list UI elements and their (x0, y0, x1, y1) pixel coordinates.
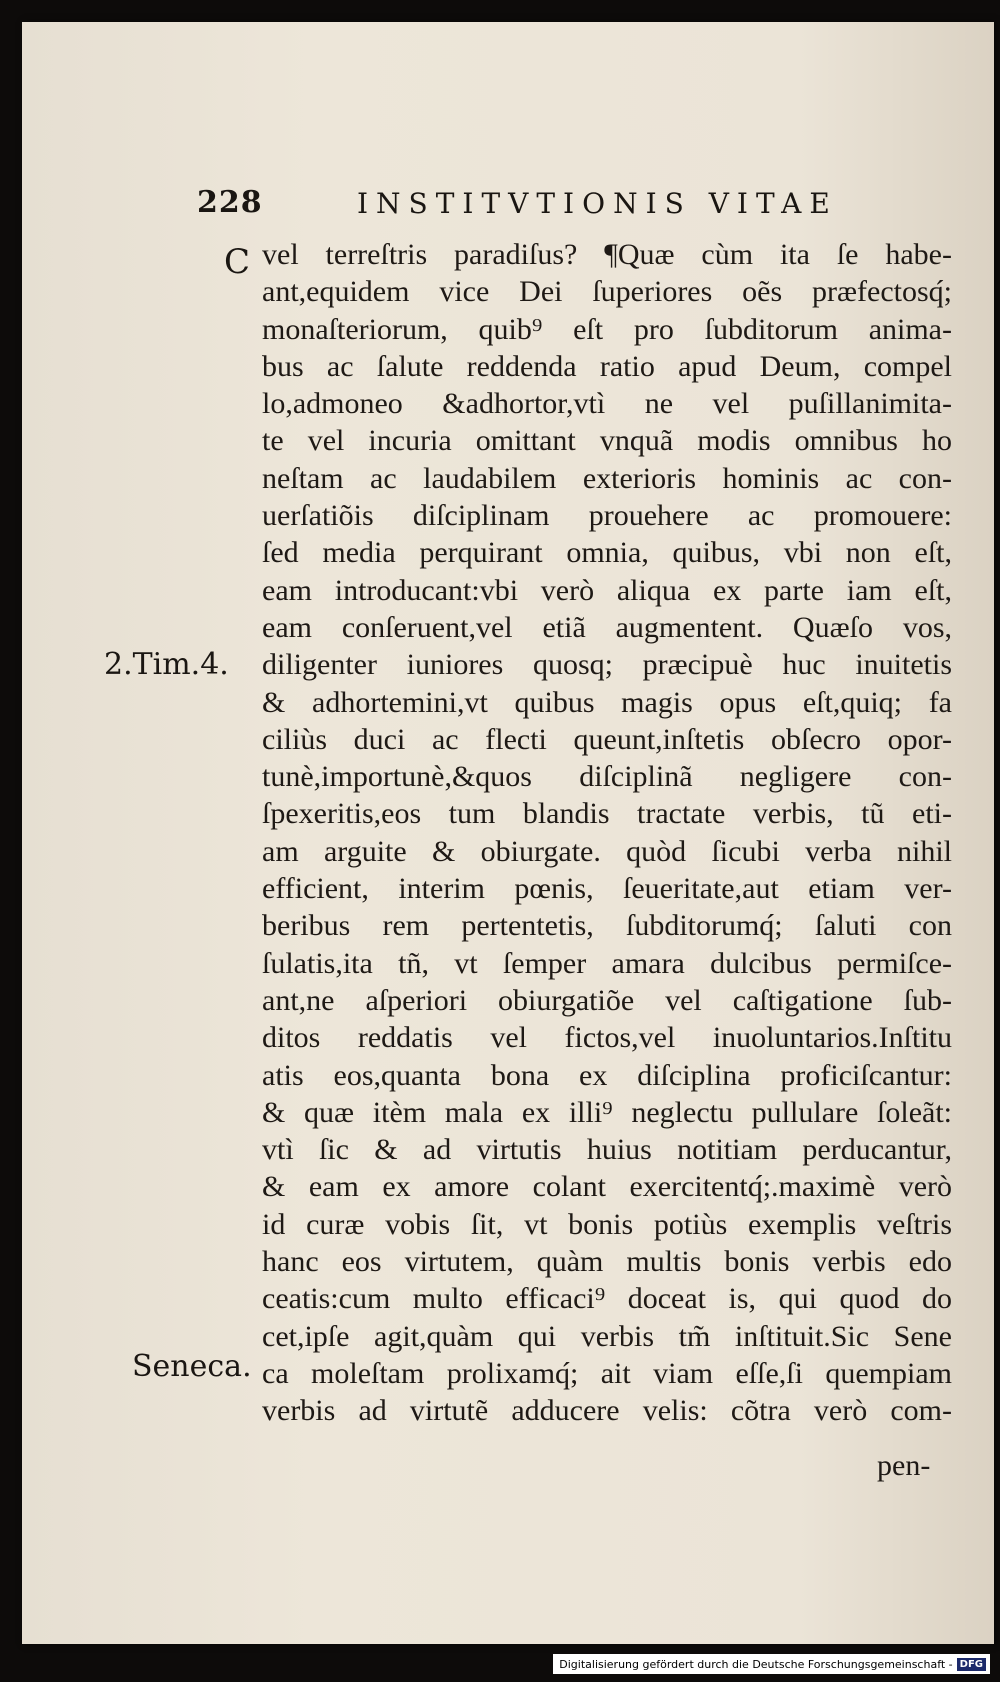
text-line: atis eos,quanta bona ex diſciplina proficiſcantur: (262, 1058, 952, 1092)
running-head: INSTITVTIONIS VITAE (357, 187, 838, 220)
text-line: ciliùs duci ac flecti queunt,inſtetis obſecro opor- (262, 722, 952, 756)
text-line: monaſteriorum, quib⁹ eſt pro ſubditorum anima- (262, 312, 952, 346)
text-line: te vel incuria omittant vnquã modis omnibus ho (262, 424, 952, 458)
text-line: efficient, interim pœnis, ſeueritate,aut etiam ver- (262, 872, 952, 906)
marginal-note-seneca: Seneca. (132, 1349, 252, 1384)
text-line: tunè,importunè,&quos diſciplinã negligere con- (262, 760, 952, 794)
text-line: ſulatis,ita tñ, vt ſemper amara dulcibus permiſce- (262, 946, 952, 980)
text-line: beribus rem pertentetis, ſubditorumq́; ſaluti con (262, 909, 952, 943)
text-line: ant,ne aſperiori obiurgatiõe vel caſtigatione ſub- (262, 983, 952, 1017)
text-line: eam conſeruent,vel etiã augmentent. Quæſo vos, (262, 610, 952, 644)
text-line: & quæ itèm mala ex illi⁹ neglectu pullulare ſoleãt: (262, 1095, 952, 1129)
page-number: 228 (197, 185, 263, 220)
text-line: ca moleſtam prolixamq́; ait viam eſſe,ſi quempiam (262, 1356, 952, 1390)
text-line: verbis ad virtutẽ adducere velis: cõtra verò com- (262, 1394, 952, 1428)
text-line: hanc eos virtutem, quàm multis bonis verbis edo (262, 1245, 952, 1279)
text-line: eam introducant:vbi verò aliqua ex parte iam eſt, (262, 573, 952, 607)
text-line: bus ac ſalute reddenda ratio apud Deum, compel (262, 349, 952, 383)
text-line: neſtam ac laudabilem exterioris hominis ac con- (262, 461, 952, 495)
text-line: ſed media perquirant omnia, quibus, vbi non eſt, (262, 536, 952, 570)
digitization-credit (553, 1654, 990, 1674)
credit-text: Digitalisierung gefördert durch die Deutsche Forschungsgemeinschaft - (559, 1657, 953, 1671)
text-line: cet,ipſe agit,quàm qui verbis tm̃ inſtituit.Sic Sene (262, 1319, 952, 1353)
text-line: uerſatiõis diſciplinam prouehere ac promouere: (262, 499, 952, 533)
text-line: ditos reddatis vel fictos,vel inuoluntarios.Inſtitu (262, 1021, 952, 1055)
text-line: ant,equidem vice Dei ſuperiores oẽs præfectosq́; (262, 275, 952, 309)
text-line: id curæ vobis ſit, vt bonis potiùs exemplis veſtris (262, 1207, 952, 1241)
text-line: vtì ſic & ad virtutis huius notitiam perducantur, (262, 1133, 952, 1167)
body-text (262, 236, 952, 1430)
page-header (22, 185, 994, 225)
text-line: ceatis:cum multo efficaci⁹ doceat is, qui quod do (262, 1282, 952, 1316)
section-marker: C (224, 242, 251, 282)
text-line: vel terreſtris paradiſus? ¶Quæ cùm ita ſe habe- (262, 238, 952, 271)
text-line: am arguite & obiurgate. quòd ſicubi verba nihil (262, 834, 952, 868)
text-line: & adhortemini,vt quibus magis opus eſt,quiq; fa (262, 685, 952, 719)
catchword: pen- (877, 1449, 931, 1482)
text-line: lo,admoneo &adhortor,vtì ne vel puſillanimita- (262, 387, 952, 421)
book-page (22, 22, 994, 1644)
dfg-logo: DFG (957, 1658, 986, 1671)
text-line: ſpexeritis,eos tum blandis tractate verbis, tũ eti- (262, 797, 952, 831)
text-line: diligenter iuniores quosq; præcipuè huc inuitetis (262, 648, 952, 682)
text-line: & eam ex amore colant exercitentq́;.maximè verò (262, 1170, 952, 1204)
marginal-note-bible-reference: 2.Tim.4. (104, 647, 229, 682)
